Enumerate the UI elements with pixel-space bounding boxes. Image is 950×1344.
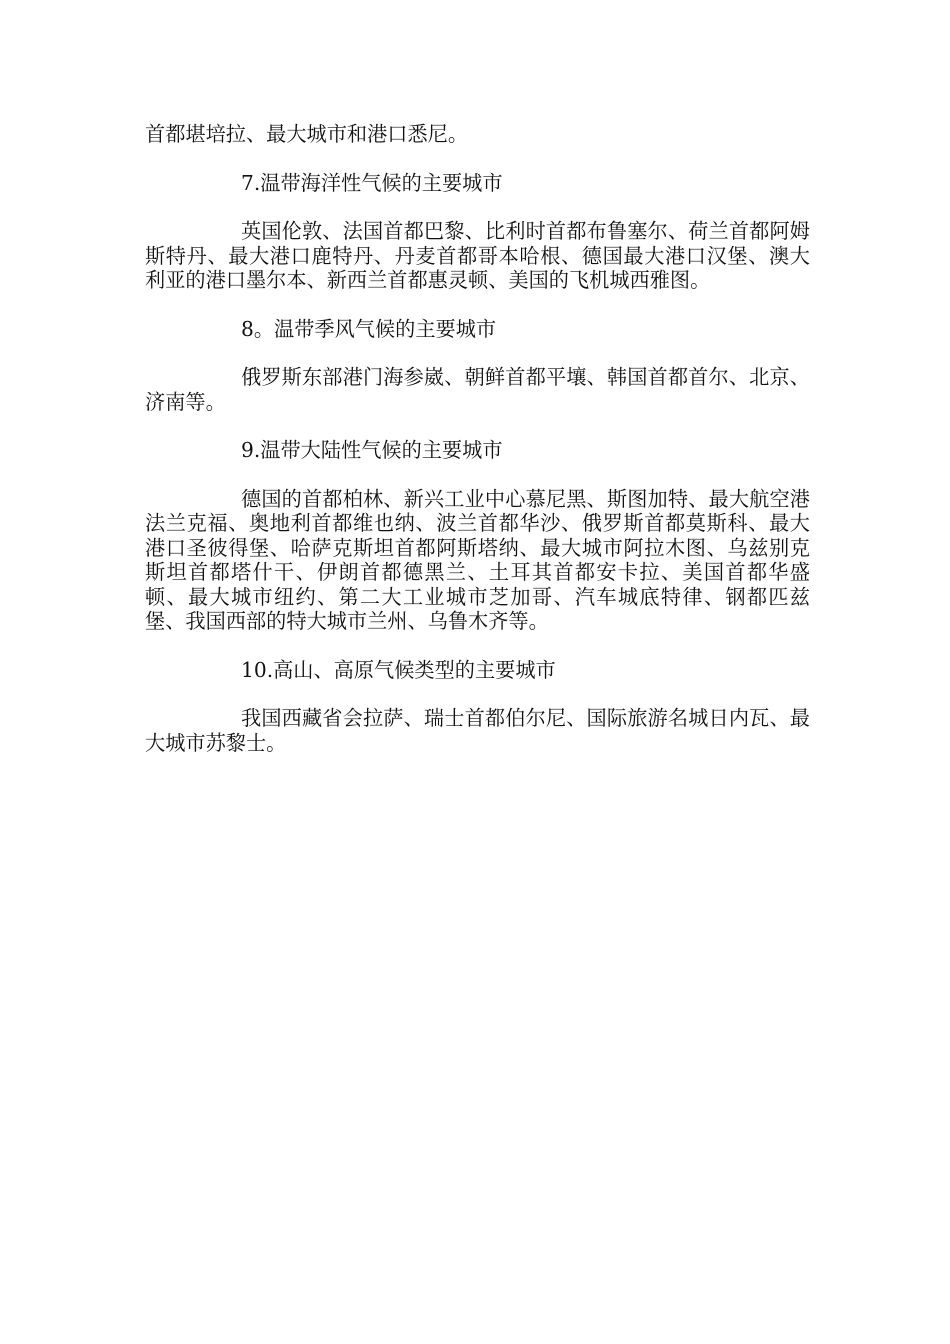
section-heading-7: 7.温带海洋性气候的主要城市 xyxy=(241,170,503,195)
paragraph-highland-cities: 我国西藏省会拉萨、瑞士首都伯尔尼、国际旅游名城日内瓦、最大城市苏黎士。 xyxy=(145,706,810,755)
paragraph-temperate-continental-cities: 德国的首都柏林、新兴工业中心慕尼黑、斯图加特、最大航空港法兰克福、奥地利首都维也纳、波兰首都华沙、俄罗斯首都莫斯科、最大港口圣彼得堡、哈萨克斯坦首都阿斯塔纳、最大城市阿拉木图、乌兹别克斯坦首都塔什干、伊朗首都德黑兰、土耳其首都安卡拉、美国首都华盛顿、最大城市纽约、第二大工业城市芝加哥、汽车城底特律、钢都匹兹堡、我国西部的特大城市兰州、乌鲁木齐等。 xyxy=(145,486,810,633)
paragraph-continuation: 首都堪培拉、最大城市和港口悉尼。 xyxy=(145,122,469,146)
document-body xyxy=(145,122,810,779)
section-heading-8: 8。温带季风气候的主要城市 xyxy=(241,316,497,341)
paragraph-temperate-maritime-cities: 英国伦敦、法国首都巴黎、比利时首都布鲁塞尔、荷兰首都阿姆斯特丹、最大港口鹿特丹、丹麦首都哥本哈根、德国最大港口汉堡、澳大利亚的港口墨尔本、新西兰首都惠灵顿、美国的飞机城西雅图。 xyxy=(145,219,810,292)
section-heading-9: 9.温带大陆性气候的主要城市 xyxy=(241,438,503,462)
paragraph-temperate-monsoon-cities: 俄罗斯东部港门海参崴、朝鲜首都平壤、韩国首都首尔、北京、济南等。 xyxy=(145,365,810,414)
section-heading-10: 10.高山、高原气候类型的主要城市 xyxy=(241,657,556,682)
